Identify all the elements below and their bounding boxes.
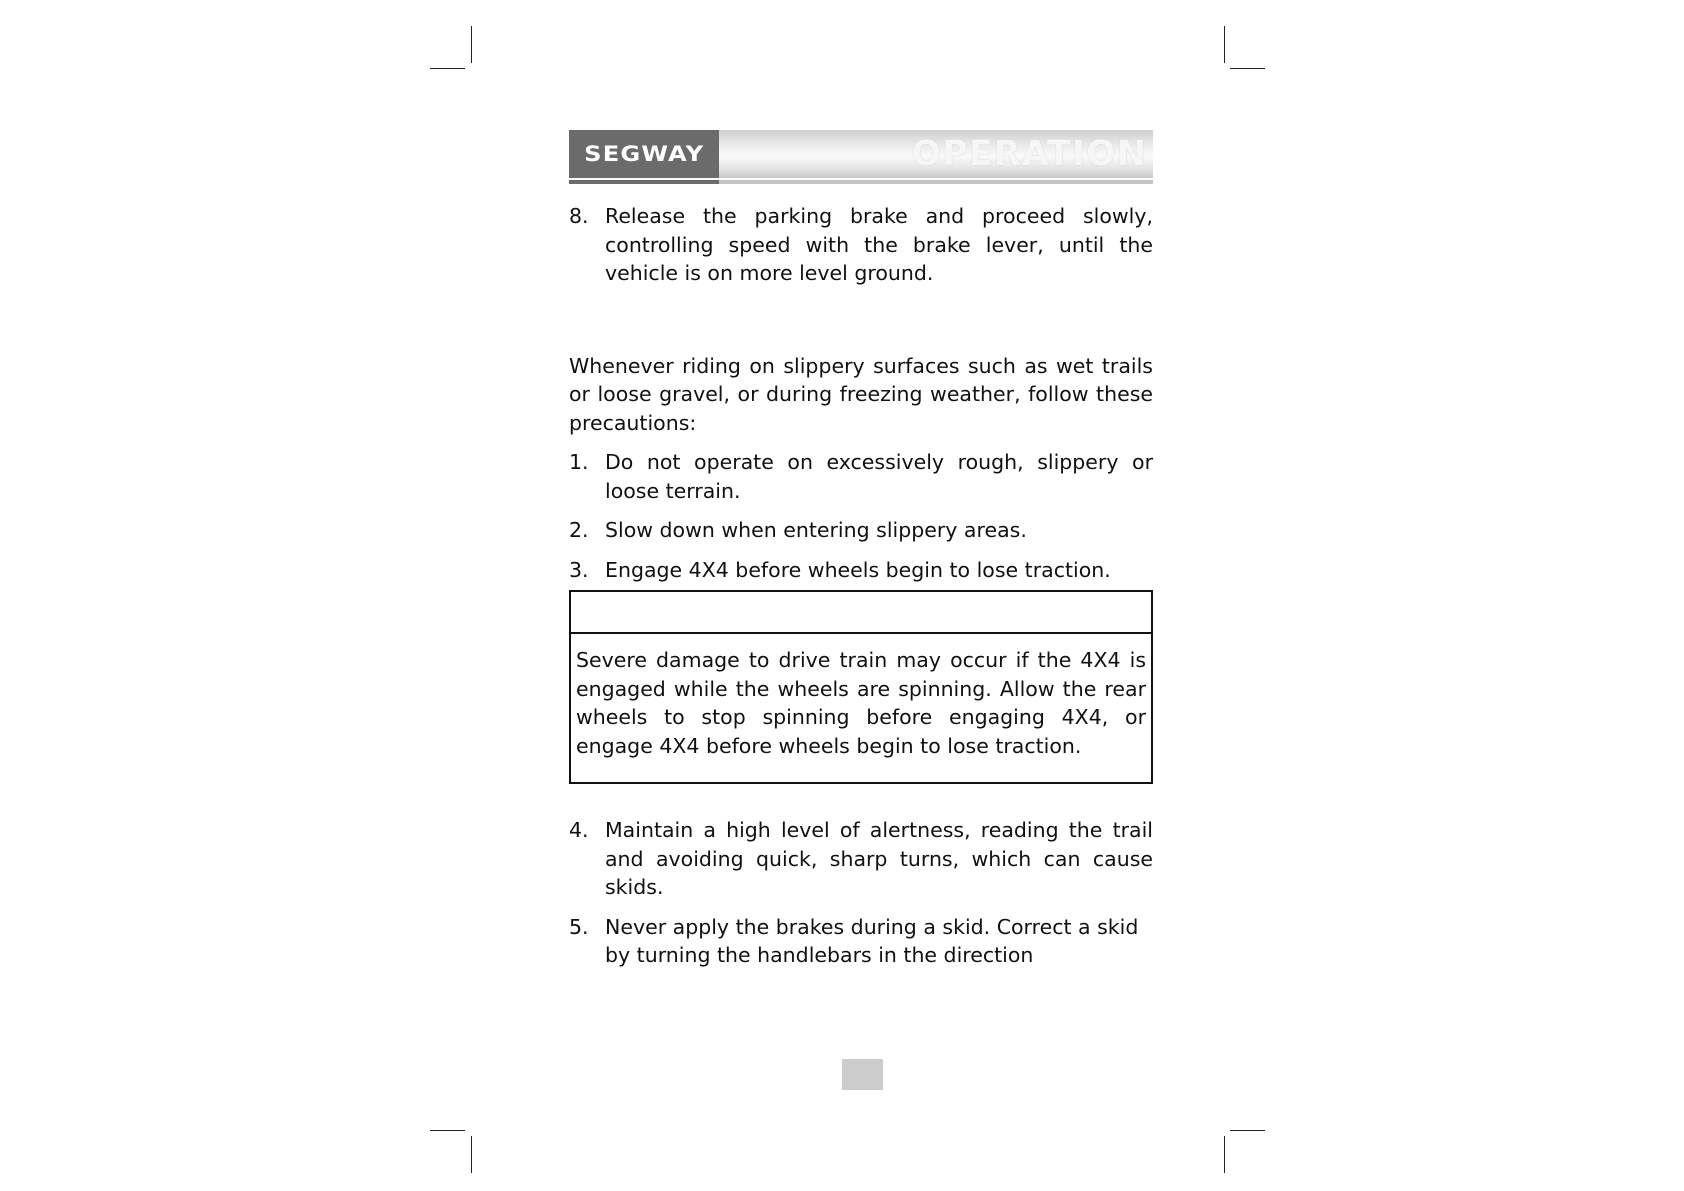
list-text: Release the parking brake and proceed slowly, controlling speed with the brake lever, until the vehicle is on more level ground. — [605, 204, 1153, 285]
notice-box — [569, 590, 1153, 784]
list-item — [569, 913, 1153, 970]
list-item — [569, 516, 1153, 545]
header-rule — [569, 180, 719, 184]
brand-logo-block — [569, 130, 719, 178]
list-item-step-8 — [569, 202, 1153, 288]
list-text: Never apply the brakes during a skid. Correct a skid by turning the handlebars in the direction — [605, 914, 1139, 967]
list-number: 3. — [569, 557, 589, 582]
list-item — [569, 556, 1153, 585]
crop-mark — [471, 26, 472, 63]
manual-page — [569, 130, 1153, 970]
list-text: Do not operate on excessively rough, slippery or loose terrain. — [605, 450, 1153, 503]
list-item — [569, 816, 1153, 902]
crop-mark — [1224, 26, 1225, 63]
section-title: OPERATION — [911, 134, 1147, 174]
precautions-list-a — [569, 448, 1153, 584]
brand-logo: SEGWAY — [583, 142, 705, 166]
crop-mark — [1224, 1136, 1225, 1173]
intro-paragraph: Whenever riding on slippery surfaces such as wet trails or loose gravel, or during freezing weather, follow these precautions: — [569, 353, 1153, 435]
list-item — [569, 448, 1153, 505]
precautions-list-b — [569, 816, 1153, 970]
list-text: Maintain a high level of alertness, reading the trail and avoiding quick, sharp turns, which can cause skids. — [605, 818, 1153, 899]
crop-mark — [430, 68, 465, 69]
crop-mark — [430, 1130, 465, 1131]
page-header — [569, 130, 1153, 184]
list-text: Slow down when entering slippery areas. — [605, 518, 1027, 542]
crop-mark — [1230, 1130, 1265, 1131]
page-number-box — [842, 1059, 883, 1090]
crop-mark — [1230, 68, 1265, 69]
header-gradient-bar — [719, 130, 1153, 178]
header-rule — [719, 180, 1153, 184]
list-number: 8. — [569, 204, 589, 228]
crop-mark — [471, 1136, 472, 1173]
list-number: 2. — [569, 518, 589, 542]
list-number: 4. — [569, 818, 589, 842]
list-text: Engage 4X4 before wheels begin to lose traction. — [605, 557, 1111, 582]
notice-body: Severe damage to drive train may occur if the 4X4 is engaged while the wheels are spinning. Allow the rear wheels to stop spinning before engaging 4X4, or engage 4X4 before wheels begin to lose traction. — [576, 648, 1146, 758]
list-number: 1. — [569, 450, 589, 474]
notice-heading — [571, 592, 1151, 634]
list-number: 5. — [569, 914, 589, 939]
